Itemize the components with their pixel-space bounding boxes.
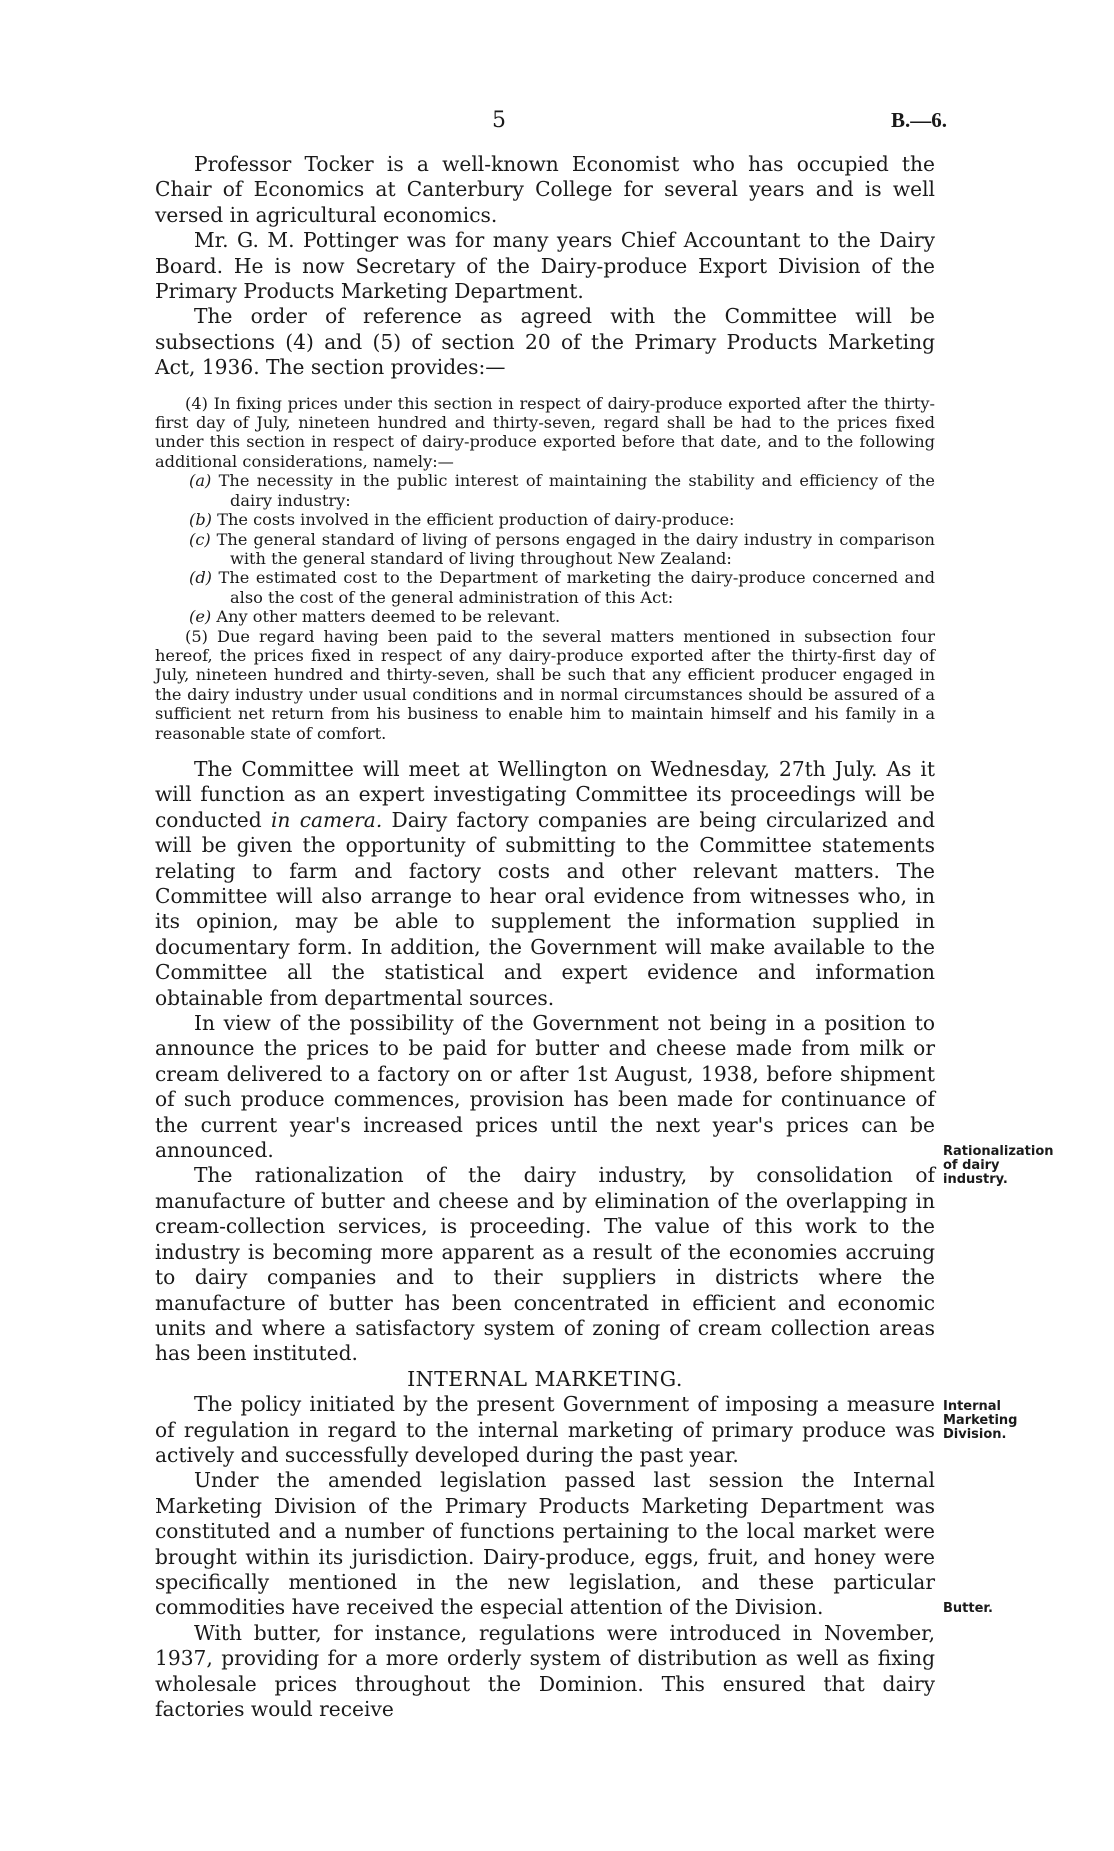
paragraph-price-continuance: In view of the possibility of the Government not being in a position to announce the prices to be paid for butter and cheese made from milk or cream delivered to a factory on or after 1st August, 1938, before shipment of such produce commences, provision has been made for continuance of the current year's increased prices until the next year's prices can be announced. <box>155 1011 935 1163</box>
item-label: (e) <box>189 607 212 627</box>
side-note-internal-marketing: Internal Marketing Division. <box>943 1399 1018 1442</box>
page-number: 5 <box>492 108 506 133</box>
paragraph-tocker: Professor Tocker is a well-known Economist who has occupied the Chair of Economics at Canterbury College for several years and is well versed in agricultural economics. <box>155 152 935 227</box>
item-text: Any other matters deemed to be relevant. <box>216 607 561 627</box>
paragraph-butter: With butter, for instance, regulations were introduced in November, 1937, providing for a more orderly system of distribution as well as fixing wholesale prices throughout the Dominion. This ensured that dairy factories would receive <box>155 1620 935 1721</box>
paragraph-text: Dairy factory companies are being circularized and will be given the opportunity of submitting to the Committee statements relating to farm and factory costs and other relevant matters. The Committee will also arrange to hear oral evidence from witnesses who, in its opinion, may be able to supplement the information supplied in documentary form. In addition, the Government will make available to the Committee all the statistical and expert evidence and information obtainable from departmental sources. <box>155 807 935 1010</box>
subsection-item-e <box>189 607 935 627</box>
subsection-item-b <box>189 510 935 530</box>
page-header <box>0 108 1114 138</box>
subsection-4: (4) In fixing prices under this section in respect of dairy-produce exported after the thirty-first day of July, nineteen hundred and thirty-seven, regard shall be had to the prices fixed under this section in respect of dairy-produce exported before that date, and to the following additional considerations, namely:— <box>155 393 935 471</box>
quoted-act-section <box>155 394 935 743</box>
side-note-rationalization: Rationalization of dairy industry. <box>943 1144 1054 1187</box>
side-note-butter: Butter. <box>943 1601 993 1616</box>
subsection-item-d <box>189 568 935 607</box>
item-text: The necessity in the public interest of maintaining the stability and efficiency of the dairy industry: <box>218 471 935 510</box>
subsection-5: (5) Due regard having been paid to the several matters mentioned in subsection four hereof, the prices fixed in respect of any dairy-produce exported after the thirty-first day of July, nineteen hundred and thirty-seven, shall be such that any efficient producer engaged in the dairy industry under usual conditions and in normal circumstances should be assured of a sufficient net return from his business to enable him to maintain himself and his family in a reasonable state of comfort. <box>155 626 935 743</box>
paragraph-text: The Committee will meet at Wellington on Wednesday, 27th July. As it will function as an expert investigating Committee its proceedings will be conducted <box>155 756 935 832</box>
item-text: The general standard of living of persons engaged in the dairy industry in comparison with the general standard of living throughout New Zealand: <box>216 529 935 568</box>
item-label: (a) <box>189 471 212 491</box>
item-label: (c) <box>189 529 211 549</box>
paragraph-pottinger: Mr. G. M. Pottinger was for many years Chief Accountant to the Dairy Board. He is now Secretary of the Dairy-produce Export Division of the Primary Products Marketing Department. <box>155 228 935 304</box>
section-heading-internal-marketing: INTERNAL MARKETING. <box>407 1366 683 1391</box>
item-label: (d) <box>189 568 212 588</box>
item-label: (b) <box>189 510 212 530</box>
subsection-item-a <box>189 471 935 510</box>
item-text: The costs involved in the efficient production of dairy-produce: <box>217 510 735 530</box>
item-text: The estimated cost to the Department of marketing the dairy-produce concerned and also the cost of the general administration of this Act: <box>218 568 935 607</box>
main-text <box>155 152 935 1722</box>
paragraph-legislation: Under the amended legislation passed last session the Internal Marketing Division of the Primary Products Marketing Department was constituted and a number of functions pertaining to the local market were brought within its jurisdiction. Dairy-produce, eggs, fruit, and honey were specifically mentioned in the new legislation, and these particular commodities have received the especial attention of the Division. <box>155 1468 935 1620</box>
paragraph-rationalization: The rationalization of the dairy industry, by consolidation of manufacture of butter and cheese and by elimination of the overlapping in cream-collection services, is proceeding. The value of this work to the industry is becoming more apparent as a result of the economies accruing to dairy companies and to their suppliers in districts where the manufacture of butter has been concentrated in efficient and economic units and where a satisfactory system of zoning of cream collection areas has been instituted. <box>155 1163 935 1366</box>
document-reference: B.—6. <box>890 108 947 132</box>
subsection-item-c <box>189 529 935 569</box>
paragraph-policy: The policy initiated by the present Government of imposing a measure of regulation in regard to the internal marketing of primary produce was actively and successfully developed during the past year. <box>155 1392 935 1467</box>
paragraph-order-of-reference: The order of reference as agreed with the Committee will be subsections (4) and (5) of section 20 of the Primary Products Marketing Act, 1936. The section provides:— <box>155 304 935 380</box>
paragraph-committee-meeting <box>155 757 935 1011</box>
in-camera-italic: in camera. <box>270 807 383 832</box>
